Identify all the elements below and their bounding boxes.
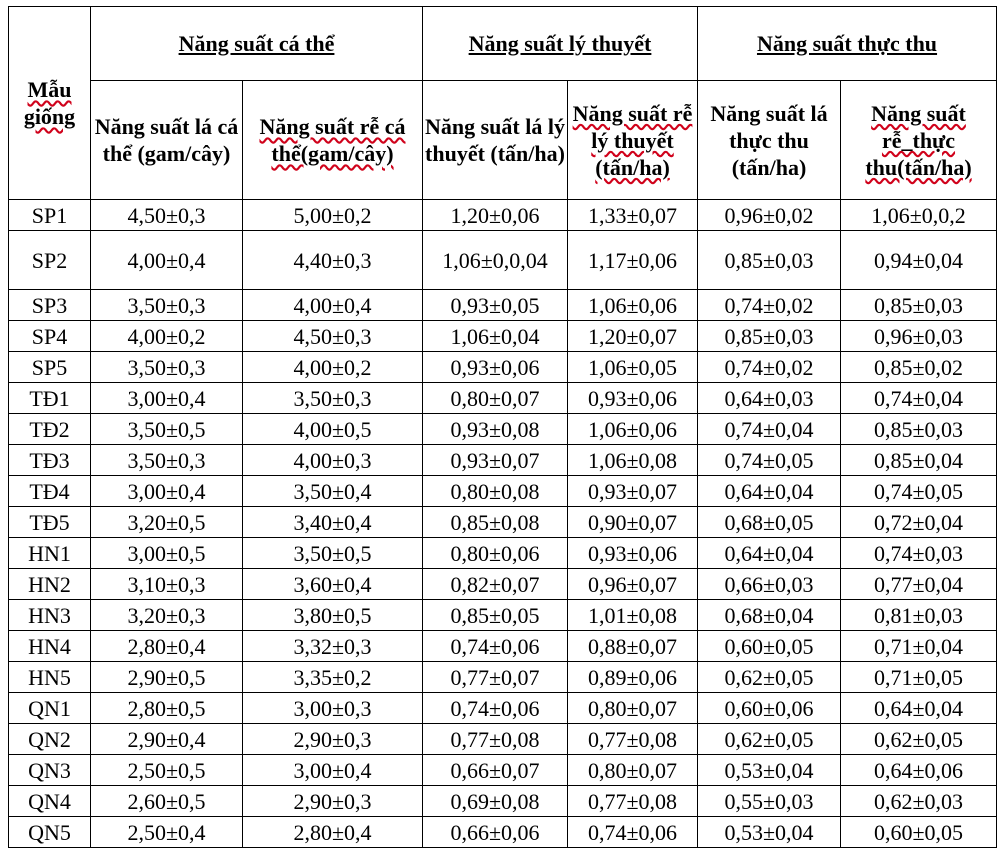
table-row — [9, 662, 997, 693]
value-cell: 4,00±0,4 — [91, 231, 243, 290]
value-cell: 0,74±0,04 — [698, 414, 841, 445]
value-cell: 0,93±0,06 — [568, 383, 698, 414]
table-row — [9, 755, 997, 786]
value-cell: 2,80±0,5 — [91, 693, 243, 724]
value-cell: 0,81±0,03 — [841, 600, 997, 631]
group-header-actual: Năng suất thực thu — [698, 7, 997, 81]
value-cell: 3,32±0,3 — [243, 631, 423, 662]
group-header-theoretical: Năng suất lý thuyết — [423, 7, 698, 81]
value-cell: 0,89±0,06 — [568, 662, 698, 693]
value-cell: 0,60±0,05 — [841, 817, 997, 848]
value-cell: 1,06±0,06 — [568, 414, 698, 445]
value-cell: 0,85±0,03 — [841, 414, 997, 445]
sample-cell: SP3 — [9, 290, 91, 321]
table-row — [9, 290, 997, 321]
table-row — [9, 724, 997, 755]
sample-cell: HN5 — [9, 662, 91, 693]
table-row — [9, 600, 997, 631]
value-cell: 3,50±0,5 — [243, 538, 423, 569]
value-cell: 4,00±0,3 — [243, 445, 423, 476]
table-row — [9, 786, 997, 817]
value-cell: 2,50±0,4 — [91, 817, 243, 848]
sub-header-leaf-actual: Năng suất lá thực thu (tấn/ha) — [698, 81, 841, 200]
value-cell: 3,50±0,3 — [91, 445, 243, 476]
table-body — [9, 200, 997, 848]
table-row — [9, 693, 997, 724]
table-row — [9, 200, 997, 231]
value-cell: 0,74±0,03 — [841, 538, 997, 569]
value-cell: 0,62±0,05 — [841, 724, 997, 755]
value-cell: 0,69±0,08 — [423, 786, 568, 817]
table-row — [9, 383, 997, 414]
value-cell: 3,35±0,2 — [243, 662, 423, 693]
table-row — [9, 445, 997, 476]
table-row — [9, 538, 997, 569]
value-cell: 0,90±0,07 — [568, 507, 698, 538]
value-cell: 0,74±0,06 — [568, 817, 698, 848]
sample-cell: HN2 — [9, 569, 91, 600]
value-cell: 0,85±0,04 — [841, 445, 997, 476]
value-cell: 2,90±0,5 — [91, 662, 243, 693]
value-cell: 0,77±0,04 — [841, 569, 997, 600]
value-cell: 3,00±0,3 — [243, 693, 423, 724]
table-row — [9, 321, 997, 352]
value-cell: 0,62±0,05 — [698, 662, 841, 693]
value-cell: 3,50±0,5 — [91, 414, 243, 445]
value-cell: 2,60±0,5 — [91, 786, 243, 817]
value-cell: 0,77±0,07 — [423, 662, 568, 693]
value-cell: 5,00±0,2 — [243, 200, 423, 231]
value-cell: 4,50±0,3 — [243, 321, 423, 352]
table-row — [9, 352, 997, 383]
sample-cell: QN3 — [9, 755, 91, 786]
value-cell: 0,93±0,07 — [423, 445, 568, 476]
value-cell: 3,60±0,4 — [243, 569, 423, 600]
value-cell: 3,00±0,4 — [91, 383, 243, 414]
value-cell: 0,55±0,03 — [698, 786, 841, 817]
value-cell: 3,00±0,4 — [91, 476, 243, 507]
value-cell: 0,68±0,05 — [698, 507, 841, 538]
yield-table — [8, 6, 997, 848]
value-cell: 2,90±0,4 — [91, 724, 243, 755]
value-cell: 0,96±0,03 — [841, 321, 997, 352]
value-cell: 0,53±0,04 — [698, 817, 841, 848]
table-row — [9, 817, 997, 848]
value-cell: 2,90±0,3 — [243, 724, 423, 755]
sample-cell: HN1 — [9, 538, 91, 569]
value-cell: 0,93±0,05 — [423, 290, 568, 321]
sample-cell: SP2 — [9, 231, 91, 290]
group-header-individual: Năng suất cá thể — [91, 7, 423, 81]
sample-cell: SP1 — [9, 200, 91, 231]
value-cell: 0,64±0,04 — [841, 693, 997, 724]
value-cell: 0,94±0,04 — [841, 231, 997, 290]
sample-cell: HN4 — [9, 631, 91, 662]
value-cell: 3,50±0,3 — [91, 290, 243, 321]
value-cell: 1,01±0,08 — [568, 600, 698, 631]
value-cell: 3,20±0,3 — [91, 600, 243, 631]
value-cell: 0,80±0,07 — [568, 755, 698, 786]
value-cell: 3,50±0,4 — [243, 476, 423, 507]
value-cell: 0,96±0,07 — [568, 569, 698, 600]
value-cell: 0,85±0,05 — [423, 600, 568, 631]
sub-header-root-theoretical: Năng suất rễ lý thuyết (tấn/ha) — [568, 81, 698, 200]
sample-cell: QN2 — [9, 724, 91, 755]
sample-cell: TĐ2 — [9, 414, 91, 445]
value-cell: 0,64±0,03 — [698, 383, 841, 414]
value-cell: 2,90±0,3 — [243, 786, 423, 817]
table-row — [9, 507, 997, 538]
value-cell: 1,17±0,06 — [568, 231, 698, 290]
value-cell: 2,80±0,4 — [243, 817, 423, 848]
value-cell: 2,80±0,4 — [91, 631, 243, 662]
value-cell: 0,77±0,08 — [568, 724, 698, 755]
value-cell: 0,74±0,06 — [423, 693, 568, 724]
value-cell: 0,66±0,03 — [698, 569, 841, 600]
value-cell: 0,85±0,03 — [698, 321, 841, 352]
value-cell: 0,60±0,06 — [698, 693, 841, 724]
value-cell: 0,66±0,06 — [423, 817, 568, 848]
value-cell: 0,68±0,04 — [698, 600, 841, 631]
table-row — [9, 231, 997, 290]
value-cell: 3,10±0,3 — [91, 569, 243, 600]
sub-header-leaf-theoretical: Năng suất lá lý thuyết (tấn/ha) — [423, 81, 568, 200]
value-cell: 1,06±0,06 — [568, 290, 698, 321]
value-cell: 0,74±0,02 — [698, 352, 841, 383]
sub-header-root-actual: Năng suất rễ_thực thu(tấn/ha) — [841, 81, 997, 200]
value-cell: 1,06±0,0,04 — [423, 231, 568, 290]
sample-cell: SP5 — [9, 352, 91, 383]
corner-header: Mẫu giống — [9, 7, 91, 200]
value-cell: 0,64±0,04 — [698, 476, 841, 507]
value-cell: 0,85±0,03 — [841, 290, 997, 321]
value-cell: 0,62±0,05 — [698, 724, 841, 755]
value-cell: 0,74±0,06 — [423, 631, 568, 662]
value-cell: 0,80±0,07 — [423, 383, 568, 414]
value-cell: 4,00±0,4 — [243, 290, 423, 321]
value-cell: 0,85±0,08 — [423, 507, 568, 538]
value-cell: 0,74±0,02 — [698, 290, 841, 321]
value-cell: 4,00±0,5 — [243, 414, 423, 445]
value-cell: 3,20±0,5 — [91, 507, 243, 538]
value-cell: 0,85±0,02 — [841, 352, 997, 383]
value-cell: 3,80±0,5 — [243, 600, 423, 631]
value-cell: 0,62±0,03 — [841, 786, 997, 817]
group-header-row — [9, 7, 997, 81]
value-cell: 3,50±0,3 — [243, 383, 423, 414]
sub-header-root-individual: Năng suất rễ cá thể(gam/cây) — [243, 81, 423, 200]
value-cell: 4,00±0,2 — [91, 321, 243, 352]
value-cell: 3,50±0,3 — [91, 352, 243, 383]
value-cell: 0,74±0,04 — [841, 383, 997, 414]
table-row — [9, 476, 997, 507]
value-cell: 3,00±0,4 — [243, 755, 423, 786]
value-cell: 0,96±0,02 — [698, 200, 841, 231]
value-cell: 0,80±0,08 — [423, 476, 568, 507]
value-cell: 0,60±0,05 — [698, 631, 841, 662]
value-cell: 0,66±0,07 — [423, 755, 568, 786]
value-cell: 4,40±0,3 — [243, 231, 423, 290]
sample-cell: QN1 — [9, 693, 91, 724]
value-cell: 0,77±0,08 — [568, 786, 698, 817]
sample-cell: TĐ4 — [9, 476, 91, 507]
sample-cell: SP4 — [9, 321, 91, 352]
value-cell: 0,88±0,07 — [568, 631, 698, 662]
value-cell: 0,74±0,05 — [841, 476, 997, 507]
value-cell: 0,93±0,06 — [568, 538, 698, 569]
sample-cell: TĐ5 — [9, 507, 91, 538]
table-row — [9, 631, 997, 662]
value-cell: 0,53±0,04 — [698, 755, 841, 786]
value-cell: 0,72±0,04 — [841, 507, 997, 538]
value-cell: 0,71±0,04 — [841, 631, 997, 662]
value-cell: 0,93±0,08 — [423, 414, 568, 445]
value-cell: 1,06±0,08 — [568, 445, 698, 476]
value-cell: 0,74±0,05 — [698, 445, 841, 476]
value-cell: 4,00±0,2 — [243, 352, 423, 383]
value-cell: 0,71±0,05 — [841, 662, 997, 693]
value-cell: 0,82±0,07 — [423, 569, 568, 600]
value-cell: 0,80±0,07 — [568, 693, 698, 724]
sub-header-leaf-individual: Năng suất lá cá thể (gam/cây) — [91, 81, 243, 200]
value-cell: 0,80±0,06 — [423, 538, 568, 569]
value-cell: 1,33±0,07 — [568, 200, 698, 231]
table-row — [9, 569, 997, 600]
value-cell: 1,06±0,0,2 — [841, 200, 997, 231]
sample-cell: HN3 — [9, 600, 91, 631]
value-cell: 0,85±0,03 — [698, 231, 841, 290]
value-cell: 0,64±0,06 — [841, 755, 997, 786]
table-row — [9, 414, 997, 445]
value-cell: 0,77±0,08 — [423, 724, 568, 755]
sub-header-row — [9, 81, 997, 200]
value-cell: 1,06±0,04 — [423, 321, 568, 352]
value-cell: 1,20±0,07 — [568, 321, 698, 352]
sample-cell: QN5 — [9, 817, 91, 848]
value-cell: 0,93±0,06 — [423, 352, 568, 383]
value-cell: 3,40±0,4 — [243, 507, 423, 538]
value-cell: 0,93±0,07 — [568, 476, 698, 507]
value-cell: 2,50±0,5 — [91, 755, 243, 786]
sample-cell: TĐ1 — [9, 383, 91, 414]
value-cell: 1,20±0,06 — [423, 200, 568, 231]
value-cell: 1,06±0,05 — [568, 352, 698, 383]
value-cell: 0,64±0,04 — [698, 538, 841, 569]
sample-cell: QN4 — [9, 786, 91, 817]
sample-cell: TĐ3 — [9, 445, 91, 476]
value-cell: 3,00±0,5 — [91, 538, 243, 569]
value-cell: 4,50±0,3 — [91, 200, 243, 231]
